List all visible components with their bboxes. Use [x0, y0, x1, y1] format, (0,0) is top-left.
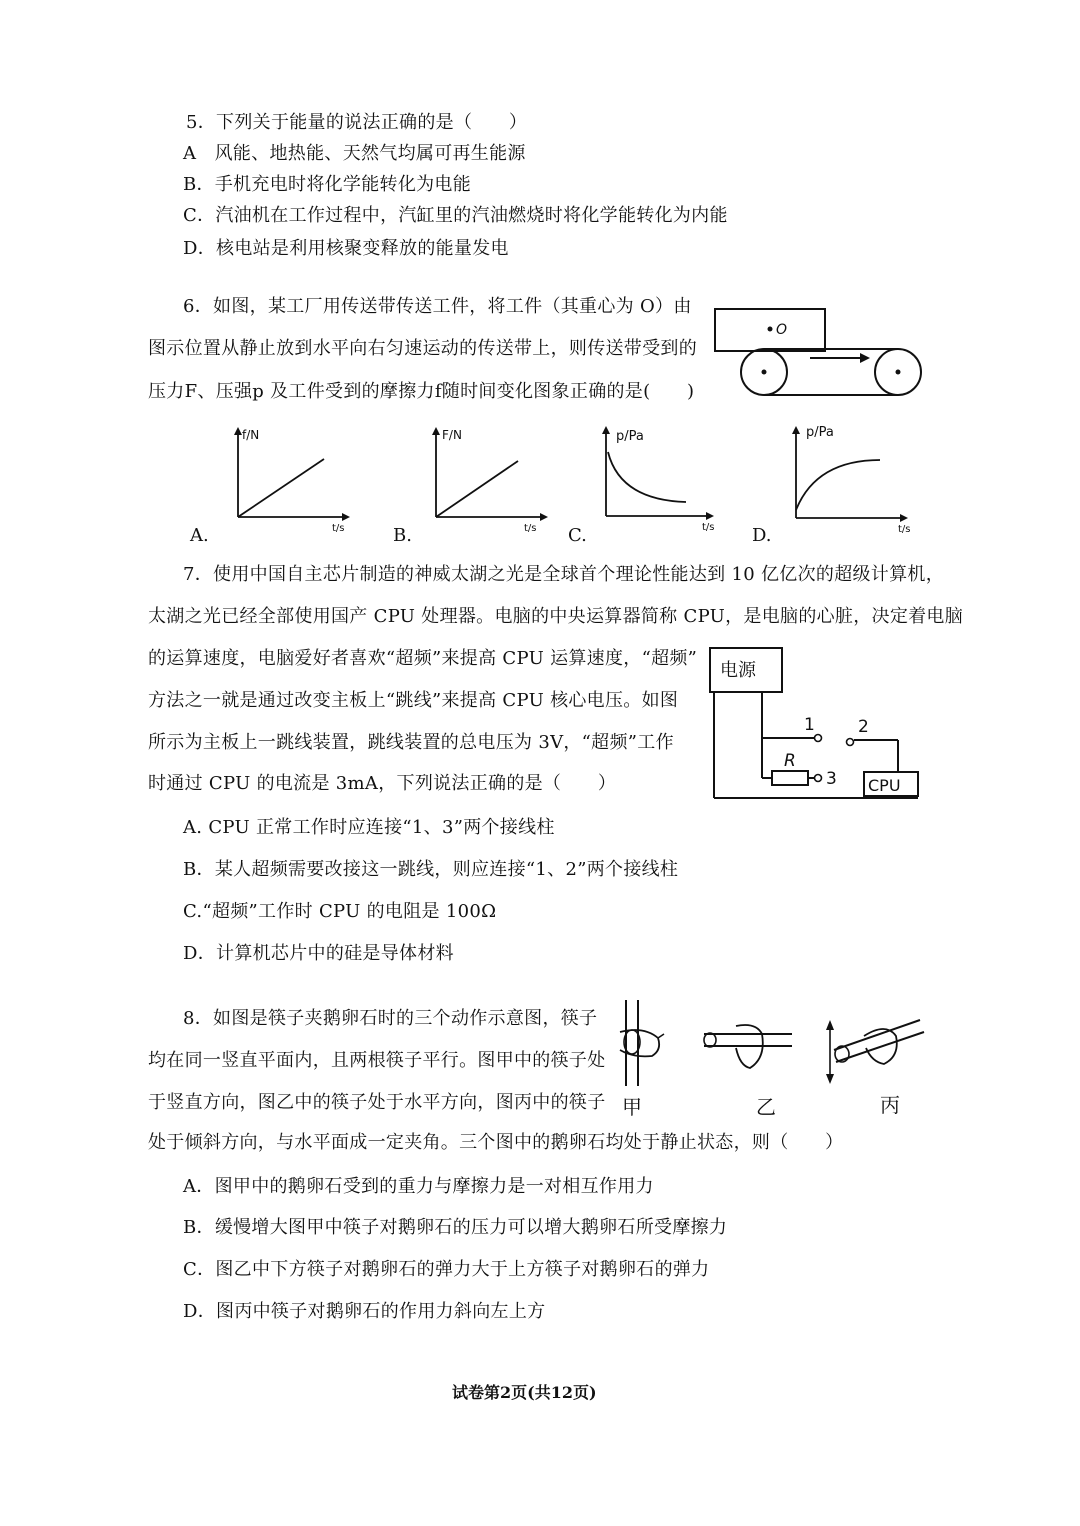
chopsticks-figure-jia: [612, 998, 672, 1123]
q7-line-3: 的运算速度，电脑爱好者喜欢“超频”来提高 CPU 运算速度，“超频”: [148, 648, 698, 669]
graph-c-curve: [608, 452, 686, 502]
q6-line-1: 6．如图，某工厂用传送带传送工件，将工件（其重心为 O）由: [183, 296, 692, 317]
graph-d: [780, 420, 920, 534]
terminal-2: [847, 739, 854, 746]
q7-option-b: B．某人超频需要改接这一跳线，则应连接“1、2”两个接线柱: [183, 859, 679, 880]
graph-c-xlabel: t/s: [702, 522, 715, 532]
resistor-r: [772, 771, 808, 785]
center-of-gravity-dot: [768, 327, 773, 332]
q8-line-1: 8．如图是筷子夹鹅卵石时的三个动作示意图，筷子: [183, 1008, 598, 1029]
graph-b-xlabel: t/s: [524, 523, 537, 533]
q5-option-b: B．手机充电时将化学能转化为电能: [183, 174, 472, 195]
graph-d-curve: [796, 460, 880, 510]
q8-option-a: A．图甲中的鹅卵石受到的重力与摩擦力是一对相互作用力: [183, 1176, 654, 1197]
conveyor-figure: [712, 306, 927, 401]
q6-line-2: 图示位置从静止放到水平向右匀速运动的传送带上，则传送带受到的: [148, 338, 697, 359]
graph-d-option: D.: [752, 525, 772, 546]
graph-c-ylabel: p/Pa: [616, 429, 644, 444]
q8-option-d: D．图丙中筷子对鹅卵石的作用力斜向左上方: [183, 1301, 546, 1322]
terminal-2-label: 2: [858, 717, 869, 737]
circuit-figure: [708, 644, 930, 802]
graph-c: [590, 422, 730, 532]
q6-line-3: 压力F、压强p 及工件受到的摩擦力f随时间变化图象正确的是( ): [148, 381, 695, 402]
q8-line-2: 均在同一竖直平面内，且两根筷子平行。图甲中的筷子处: [148, 1050, 606, 1071]
center-label: O: [776, 322, 788, 338]
q5-option-c: C．汽油机在工作过程中，汽缸里的汽油燃烧时将化学能转化为内能: [183, 205, 728, 226]
graph-a-xlabel: t/s: [332, 523, 345, 533]
graph-a-ylabel: f/N: [242, 428, 260, 442]
graph-a-option: A.: [190, 525, 209, 546]
cpu-label: CPU: [868, 776, 901, 795]
q7-line-2: 太湖之光已经全部使用国产 CPU 处理器。电脑的中央运算器简称 CPU，是电脑的心脏，决定着电脑: [148, 606, 964, 627]
q8-line-3: 于竖直方向，图乙中的筷子处于水平方向，图丙中的筷子: [148, 1092, 606, 1113]
q8-option-c: C．图乙中下方筷子对鹅卵石的弹力大于上方筷子对鹅卵石的弹力: [183, 1259, 710, 1280]
q5-option-a: A 风能、地热能、天然气均属可再生能源: [183, 143, 526, 164]
terminal-1-label: 1: [804, 715, 815, 735]
q8-line-4: 处于倾斜方向，与水平面成一定夹角。三个图中的鹅卵石均处于静止状态，则（ ）: [148, 1132, 844, 1153]
terminal-3: [815, 775, 822, 782]
q7-option-d: D．计算机芯片中的硅是导体材料: [183, 943, 454, 964]
q7-line-6: 时通过 CPU 的电流是 3mA，下列说法正确的是（ ）: [148, 773, 617, 794]
resistor-label: R: [784, 751, 796, 771]
q7-line-1: 7．使用中国自主芯片制造的神威太湖之光是全球首个理论性能达到 10 亿亿次的超级计算机，: [183, 564, 944, 585]
graph-b-curve: [436, 461, 518, 517]
chopsticks-figure-yi: [700, 1018, 800, 1123]
power-label: 电源: [720, 660, 756, 681]
q5-option-d: D．核电站是利用核聚变释放的能量发电: [183, 238, 509, 259]
label-yi: 乙: [756, 1095, 776, 1119]
q7-option-c: C.“超频”工作时 CPU 的电阻是 100Ω: [183, 901, 497, 922]
graph-a: [218, 425, 358, 533]
label-jia: 甲: [622, 1095, 642, 1119]
graph-b-option: B.: [393, 525, 412, 546]
label-bing: 丙: [880, 1093, 900, 1117]
graph-b: [418, 425, 558, 533]
graph-a-curve: [238, 459, 324, 517]
graph-b-ylabel: F/N: [442, 428, 462, 442]
q7-line-4: 方法之一就是通过改变主板上“跳线”来提高 CPU 核心电压。如图: [148, 690, 679, 711]
page-footer: 试卷第2页(共12页): [452, 1383, 597, 1402]
q5-stem: 5．下列关于能量的说法正确的是（ ）: [186, 112, 528, 133]
graph-d-ylabel: p/Pa: [806, 425, 834, 440]
graph-d-xlabel: t/s: [898, 524, 911, 534]
q7-option-a: A. CPU 正常工作时应连接“1、3”两个接线柱: [183, 817, 555, 838]
q8-option-b: B．缓慢增大图甲中筷子对鹅卵石的压力可以增大鹅卵石所受摩擦力: [183, 1217, 728, 1238]
chopsticks-figure-bing: [820, 1012, 930, 1123]
graph-c-option: C.: [568, 525, 587, 546]
terminal-3-label: 3: [826, 769, 837, 789]
terminal-1: [815, 735, 822, 742]
q7-line-5: 所示为主板上一跳线装置，跳线装置的总电压为 3V，“超频”工作: [148, 732, 674, 753]
